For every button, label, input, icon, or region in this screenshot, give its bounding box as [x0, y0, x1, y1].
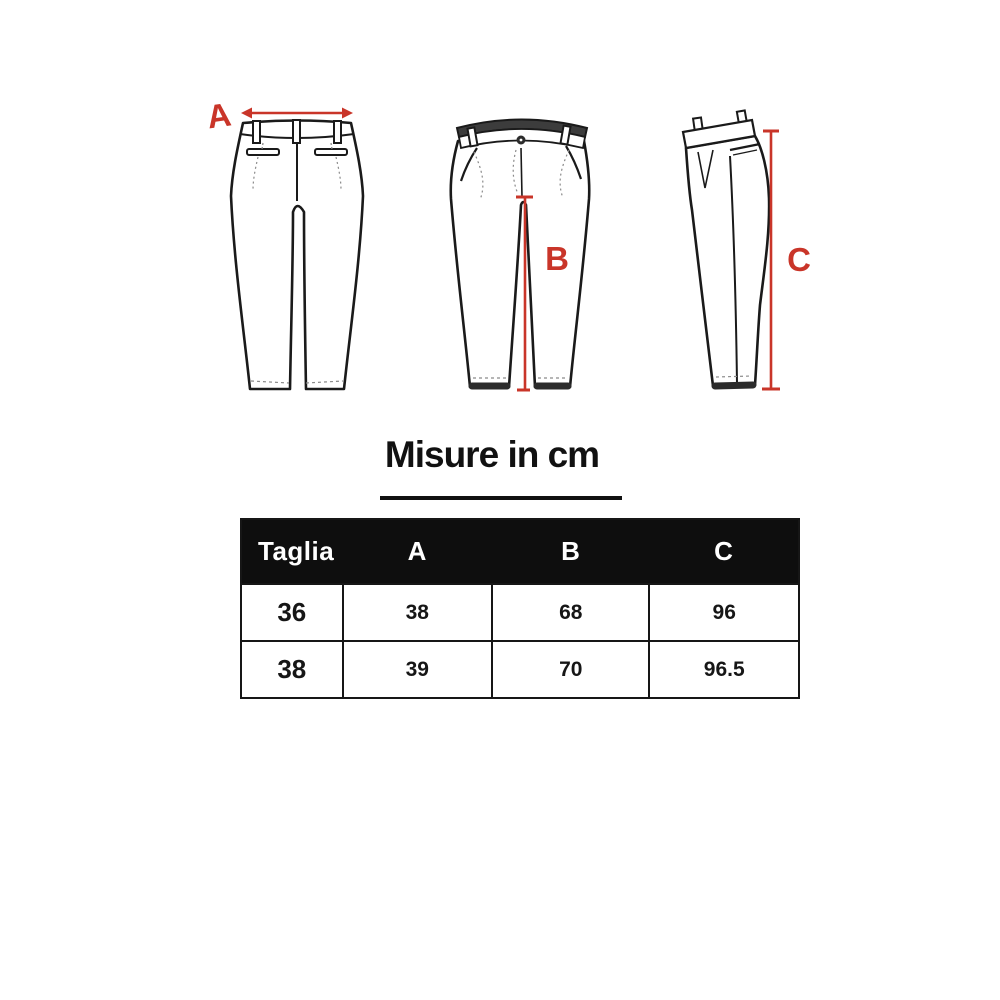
- size-table-header-row: [241, 519, 799, 584]
- cell-a: 39: [343, 641, 493, 698]
- size-row-36: [241, 584, 799, 641]
- measure-label-c: C: [787, 241, 811, 278]
- header-taglia: Taglia: [241, 519, 343, 584]
- belt-loop: [293, 120, 300, 143]
- cell-taglia: 38: [241, 641, 343, 698]
- belt-loop: [334, 121, 341, 143]
- header-a: A: [343, 519, 493, 584]
- size-table: [240, 518, 800, 699]
- title-underline: [380, 496, 622, 500]
- cell-a: 38: [343, 584, 493, 641]
- cell-b: 68: [492, 584, 649, 641]
- pants-diagrams: [0, 0, 1000, 430]
- back-pocket: [247, 149, 279, 155]
- cell-c: 96: [649, 584, 799, 641]
- hem: [715, 385, 753, 386]
- cell-b: 70: [492, 641, 649, 698]
- page-title: Misure in cm: [384, 434, 600, 475]
- back-pocket: [315, 149, 347, 155]
- pants-back-view-drawing: [205, 96, 363, 389]
- cell-taglia: 36: [241, 584, 343, 641]
- pants-front-view-drawing: [451, 120, 590, 392]
- size-row-38: [241, 641, 799, 698]
- header-c: C: [649, 519, 799, 584]
- cell-c: 96.5: [649, 641, 799, 698]
- measure-label-a: A: [204, 95, 234, 136]
- belt-loop: [253, 121, 260, 143]
- header-b: B: [492, 519, 649, 584]
- pants-side-view-drawing: [683, 110, 811, 389]
- measure-arrow-a: [241, 108, 353, 119]
- measure-label-b: B: [545, 240, 569, 277]
